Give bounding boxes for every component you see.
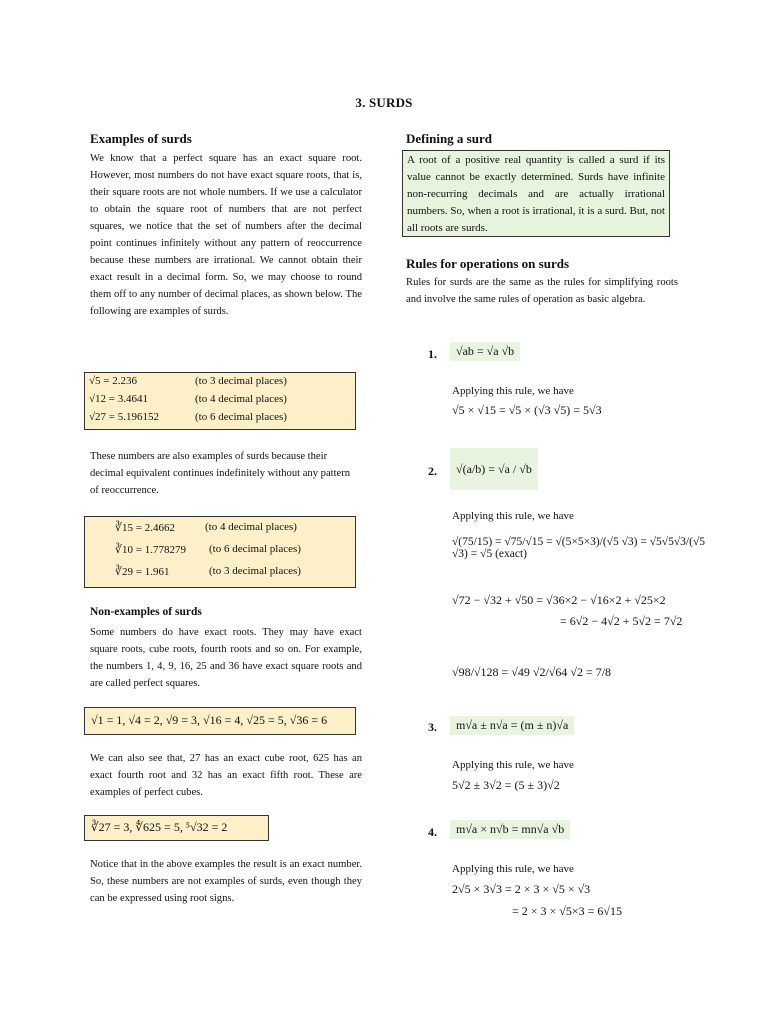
- surd-example-row: [115, 543, 351, 565]
- surd-expression: ∛10 = 1.778279: [115, 544, 186, 556]
- perfect-cubes-paragraph: We can also see that, 27 has an exact cube root, 625 has an exact fourth root and 32 has an exact fifth root. These are examples of perfect cubes.: [90, 753, 362, 798]
- rule-number: 4.: [428, 825, 437, 839]
- surd-example-row: [89, 393, 351, 411]
- surd-note: (to 6 decimal places): [195, 411, 287, 423]
- examples-paragraph: We know that a perfect square has an exact square root. However, most numbers do not have exact square roots, that is, their square roots are not whole numbers. If we use a calculator to obtain the square root of numbers that are not perfect squares, we notice that the set of numbers after the decimal point continues infinitely without any pattern of reoccurrence because these numbers are irrational. We cannot obtain their exact result in a decimal form. So, we may choose to round them off to any number of decimal places, as shown below. The following are examples of surds.: [90, 153, 362, 317]
- rule-formula: m√a ± n√a = (m ± n)√a: [450, 716, 574, 735]
- surd-expression: √12 = 3.4641: [89, 393, 148, 405]
- surd-expression: ∛29 = 1.961: [115, 566, 170, 578]
- surd-note: (to 6 decimal places): [209, 543, 301, 555]
- defining-heading: Defining a surd: [406, 131, 492, 146]
- rule-example: √72 − √32 + √50 = √36×2 − √16×2 + √25×2: [452, 593, 666, 607]
- examples-heading: Examples of surds: [90, 131, 192, 146]
- non-examples-paragraph: Some numbers do have exact roots. They may have exact square roots, cube roots, fourth roots and so on. For example, the numbers 1, 4, 9, 16, 25 and 36 have exact square roots and are called perfect squares.: [90, 627, 362, 689]
- rule-example: 2√5 × 3√3 = 2 × 3 × √5 × √3: [452, 882, 591, 896]
- final-paragraph: Notice that in the above examples the result is an exact number. So, these numbers are not examples of surds, even though they can be expressed using root signs.: [90, 859, 362, 904]
- square-roots-box: [84, 372, 356, 430]
- surd-note: (to 3 decimal places): [209, 565, 301, 577]
- rules-intro: Rules for surds are the same as the rules for simplifying roots and involve the same rules of operation as basic algebra.: [406, 277, 678, 305]
- applying-label: Applying this rule, we have: [452, 385, 574, 397]
- cube-roots-box: [84, 516, 356, 588]
- rules-heading: Rules for operations on surds: [406, 256, 570, 271]
- applying-label: Applying this rule, we have: [452, 863, 574, 875]
- rule-number: 2.: [428, 464, 437, 478]
- surd-example-row: [115, 565, 351, 587]
- rule-example: √(75/15) = √75/√15 = √(5×5×3)/(√5 √3) = √5√5√3/(√5 √3) = √5 (exact): [452, 536, 706, 560]
- surd-note: (to 3 decimal places): [195, 375, 287, 387]
- surd-expression: √5 = 2.236: [89, 375, 137, 387]
- rule-example: = 2 × 3 × √5×3 = 6√15: [512, 904, 623, 918]
- page-title: 3. SURDS: [355, 95, 413, 110]
- rule-formula: m√a × n√b = mn√a √b: [450, 820, 570, 839]
- non-examples-heading: Non-examples of surds: [90, 606, 202, 618]
- applying-label: Applying this rule, we have: [452, 510, 574, 522]
- surd-example-row: [89, 411, 351, 429]
- surd-expression: √27 = 5.196152: [89, 411, 159, 423]
- surd-example-row: [115, 521, 351, 543]
- surd-expression: ∛15 = 2.4662: [115, 522, 175, 534]
- surd-note: (to 4 decimal places): [205, 521, 297, 533]
- cube-paragraph: These numbers are also examples of surds because their decimal equivalent continues indefinitely without any pattern of reoccurrence.: [90, 451, 351, 496]
- rule-number: 3.: [428, 720, 437, 734]
- rule-formula: √(a/b) = √a / √b: [450, 448, 538, 490]
- rule-example: = 6√2 − 4√2 + 5√2 = 7√2: [560, 614, 683, 628]
- definition-box: A root of a positive real quantity is called a surd if its value cannot be exactly determined. Surds have infinite non-recurring decimals and are actually irrational numbers. So, when a root is irrational, it is a surd. But, not all roots are surds.: [402, 150, 670, 237]
- rule-example: √98/√128 = √49 √2/√64 √2 = 7/8: [452, 665, 612, 679]
- perfect-cubes-box: ∛27 = 3, ∜625 = 5, ⁵√32 = 2: [84, 815, 269, 841]
- rule-formula: √ab = √a √b: [450, 342, 520, 361]
- perfect-squares-box: √1 = 1, √4 = 2, √9 = 3, √16 = 4, √25 = 5, √36 = 6: [84, 707, 356, 735]
- applying-label: Applying this rule, we have: [452, 759, 574, 771]
- rule-number: 1.: [428, 347, 437, 361]
- surd-example-row: [89, 375, 351, 393]
- surd-note: (to 4 decimal places): [195, 393, 287, 405]
- rule-example: √5 × √15 = √5 × (√3 √5) = 5√3: [452, 403, 602, 417]
- rule-example: 5√2 ± 3√2 = (5 ± 3)√2: [452, 778, 560, 792]
